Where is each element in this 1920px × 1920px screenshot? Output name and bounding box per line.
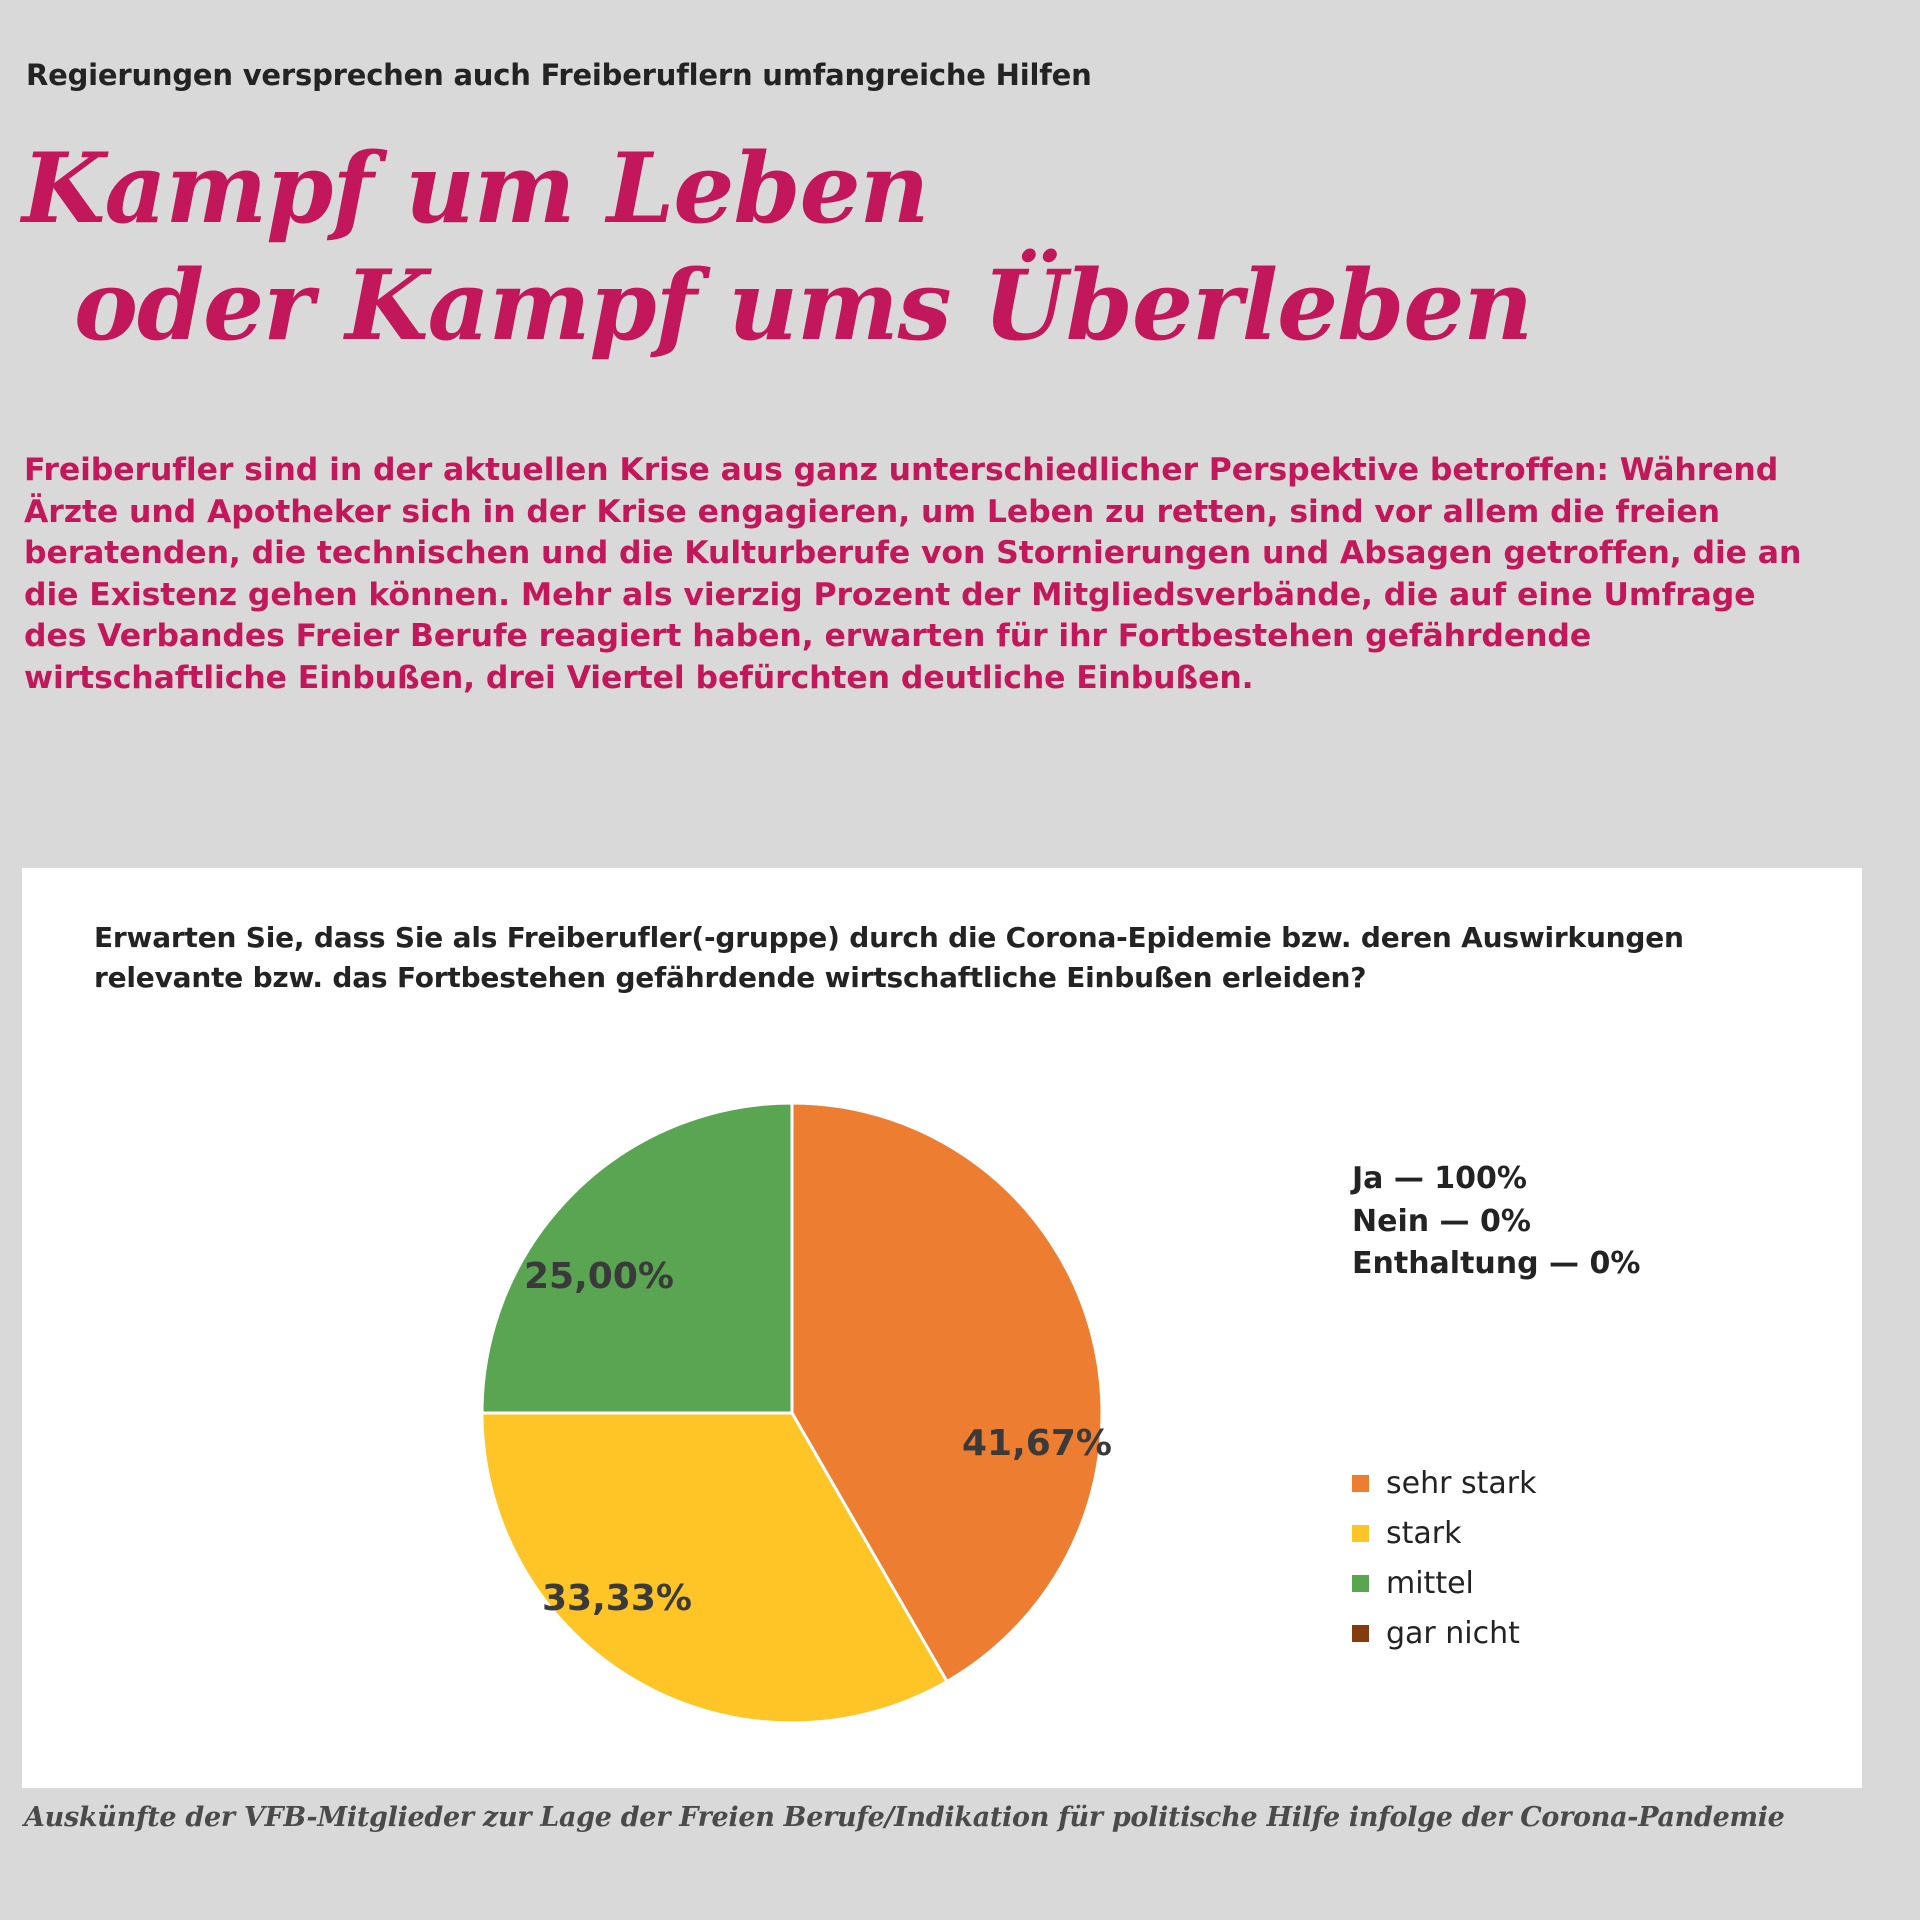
legend-swatch-icon-gar-nicht bbox=[1352, 1625, 1369, 1642]
legend-swatch-icon-stark bbox=[1352, 1525, 1369, 1542]
legend-label-sehr-stark: sehr stark bbox=[1386, 1465, 1537, 1501]
legend-label-stark: stark bbox=[1386, 1515, 1462, 1551]
legend-item-stark bbox=[1352, 1508, 1536, 1558]
page-title bbox=[22, 130, 1802, 364]
chart-legend bbox=[1352, 1458, 1536, 1658]
headline-line-2: oder Kampf ums Überleben bbox=[74, 249, 1533, 363]
pie-graphic bbox=[342, 1078, 1242, 1748]
vote-line-enthaltung: Enthaltung — 0% bbox=[1352, 1246, 1641, 1282]
vote-line-ja: Ja — 100% bbox=[1352, 1161, 1527, 1196]
pie-svg bbox=[342, 1078, 1242, 1748]
pie-chart bbox=[272, 1068, 1192, 1748]
figure-caption: Auskünfte der VFB-Mitglieder zur Lage der Freien Berufe/Indikation für politische Hilfe infolge der Corona-Pandemie bbox=[24, 1802, 1785, 1833]
legend-item-sehr-stark bbox=[1352, 1458, 1536, 1508]
chart-panel bbox=[22, 868, 1862, 1788]
legend-label-mittel: mittel bbox=[1386, 1565, 1474, 1601]
legend-swatch-icon-sehr-stark bbox=[1352, 1475, 1369, 1492]
kicker: Regierungen versprechen auch Freiberuflern umfangreiche Hilfen bbox=[26, 58, 1092, 92]
pie-label-stark: 33,33% bbox=[542, 1578, 692, 1619]
legend-swatch-icon-mittel bbox=[1352, 1575, 1369, 1592]
pie-label-mittel: 25,00% bbox=[524, 1256, 674, 1297]
vote-line-nein: Nein — 0% bbox=[1352, 1203, 1531, 1239]
pie-label-sehr-stark: 41,67% bbox=[962, 1423, 1112, 1464]
chart-question: Erwarten Sie, dass Sie als Freiberufler(-gruppe) durch die Corona-Epidemie bzw. deren Auswirkungen relevante bzw. das Fortbestehen gefährdende wirtschaftliche Einbußen erleiden? bbox=[94, 921, 1684, 994]
legend-label-gar-nicht: gar nicht bbox=[1386, 1615, 1520, 1651]
legend-item-mittel bbox=[1352, 1558, 1536, 1608]
legend-item-gar-nicht bbox=[1352, 1608, 1536, 1658]
headline-line-1: Kampf um Leben bbox=[22, 132, 929, 245]
vote-summary bbox=[1352, 1158, 1640, 1286]
lead-paragraph: Freiberufler sind in der aktuellen Krise aus ganz unterschiedlicher Perspektive betroffen: Während Ärzte und Apotheker sich in der Krise engagieren, um Leben zu retten, sind vor allem die freien beratenden, die technischen und die Kulturberufe von Stornierungen und Absagen getroffen, die an die Existenz gehen können. Mehr als vierzig Prozent der Mitgliedsverbände, die auf eine Umfrage des Verbandes Freier Berufe reagiert haben, erwarten für ihr Fortbestehen gefährdende wirtschaftliche Einbußen, drei Viertel befürchten deutliche Einbußen. bbox=[24, 452, 1802, 696]
